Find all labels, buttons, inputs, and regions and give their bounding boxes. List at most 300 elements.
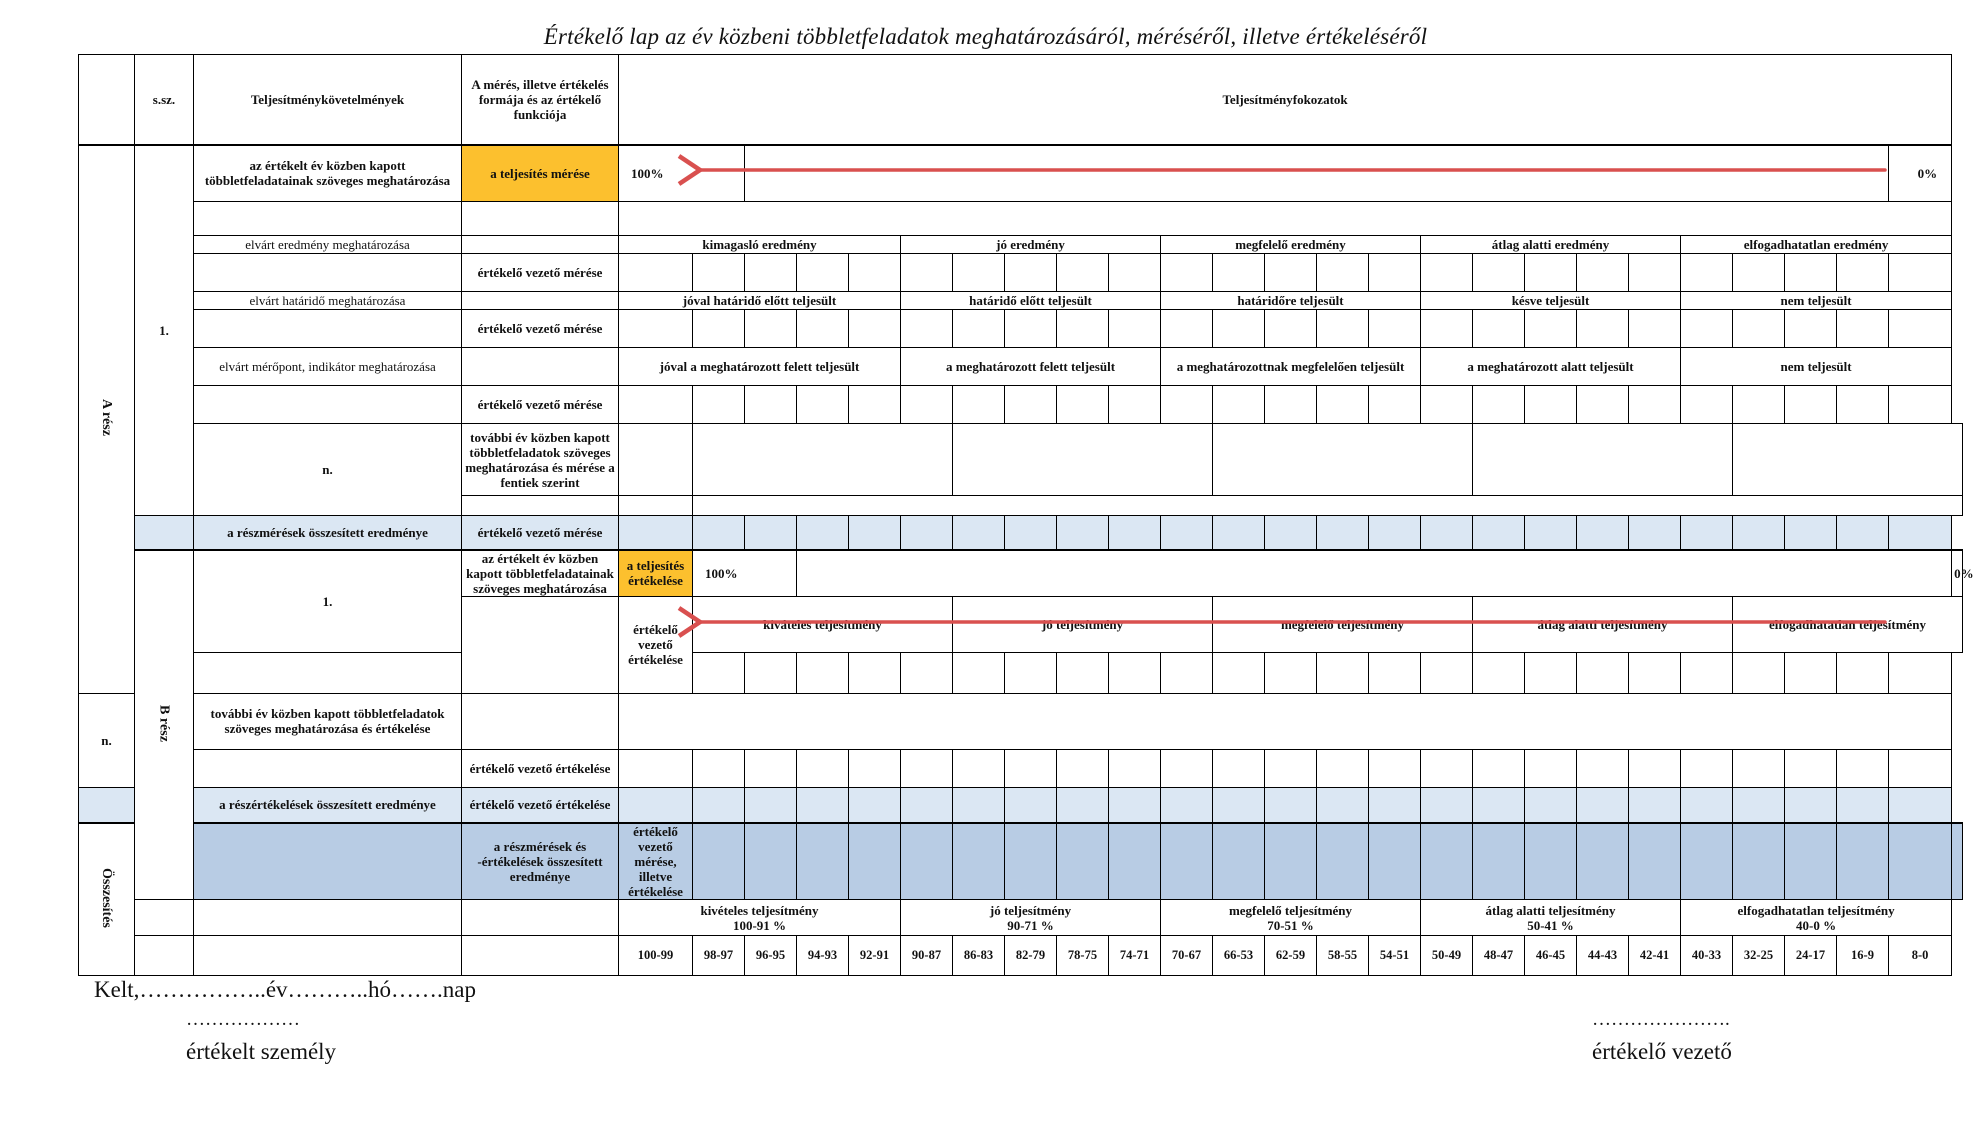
score-cell bbox=[1733, 386, 1785, 424]
score-cell bbox=[901, 254, 953, 292]
score-cell bbox=[1629, 254, 1681, 292]
score-cell bbox=[1785, 787, 1837, 823]
scale-cell: 94-93 bbox=[797, 936, 849, 976]
date-line: Kelt,……………..év………..hó…….nap bbox=[94, 977, 477, 1002]
score-cell bbox=[1369, 749, 1421, 787]
score-cell bbox=[693, 254, 745, 292]
score-cell bbox=[619, 386, 693, 424]
section-label: Összesítés bbox=[99, 868, 114, 928]
score-cell bbox=[1057, 749, 1109, 787]
score-cell bbox=[1733, 310, 1785, 348]
score-cell bbox=[194, 652, 462, 693]
level-header: elfogadhatatlan eredmény bbox=[1681, 236, 1952, 254]
scale-cell: 92-91 bbox=[849, 936, 901, 976]
score-cell bbox=[901, 386, 953, 424]
scale-cell: 48-47 bbox=[1473, 936, 1525, 976]
blank-cell bbox=[462, 292, 619, 310]
score-cell bbox=[1057, 823, 1109, 900]
score-cell bbox=[1109, 749, 1161, 787]
score-cell bbox=[901, 787, 953, 823]
score-cell bbox=[693, 749, 745, 787]
summary-level-name: kivételes teljesítmény bbox=[700, 902, 819, 918]
score-cell bbox=[1005, 516, 1057, 550]
score-cell bbox=[797, 254, 849, 292]
blank-cell bbox=[462, 348, 619, 386]
row-number: 1. bbox=[194, 550, 462, 653]
score-cell bbox=[1161, 386, 1213, 424]
score-cell bbox=[1265, 787, 1317, 823]
measure-label: értékelő vezető mérése bbox=[462, 386, 619, 424]
signature-dots-right: …………………. bbox=[1592, 1009, 1730, 1030]
score-cell bbox=[1525, 652, 1577, 693]
score-cell bbox=[849, 652, 901, 693]
score-cell bbox=[1681, 787, 1733, 823]
score-cell bbox=[953, 254, 1005, 292]
score-cell bbox=[953, 823, 1005, 900]
blank-cell bbox=[79, 787, 135, 823]
scale-cell: 8-0 bbox=[1889, 936, 1952, 976]
indicator-requirement: elvárt mérőpont, indikátor meghatározása bbox=[194, 348, 462, 386]
score-cell bbox=[849, 386, 901, 424]
score-cell bbox=[1889, 749, 1952, 787]
score-cell bbox=[1889, 652, 1952, 693]
score-cell bbox=[1421, 386, 1473, 424]
level-header: határidőre teljesült bbox=[1161, 292, 1421, 310]
score-cell bbox=[619, 310, 693, 348]
score-cell bbox=[1213, 386, 1265, 424]
summary-level-name: átlag alatti teljesítmény bbox=[1485, 902, 1616, 918]
score-cell bbox=[797, 823, 849, 900]
score-cell bbox=[1629, 787, 1681, 823]
evaluation-form: értékelő vezető értékelése bbox=[462, 749, 619, 787]
deadline-requirement: elvárt határidő meghatározása bbox=[194, 292, 462, 310]
table-row bbox=[79, 348, 1963, 386]
score-cell bbox=[745, 749, 797, 787]
score-cell bbox=[745, 787, 797, 823]
score-cell bbox=[797, 749, 849, 787]
score-cell bbox=[1109, 652, 1161, 693]
score-cell bbox=[1109, 310, 1161, 348]
score-cell bbox=[1577, 787, 1629, 823]
blank-cell bbox=[194, 310, 462, 348]
score-cell bbox=[1369, 310, 1421, 348]
score-cell bbox=[1889, 823, 1952, 900]
arrow-space bbox=[745, 145, 1889, 202]
score-cell bbox=[1681, 254, 1733, 292]
level-header: jóval határidő előtt teljesült bbox=[619, 292, 901, 310]
score-cell bbox=[1057, 254, 1109, 292]
scale-cell: 40-33 bbox=[1681, 936, 1733, 976]
scale-cell: 44-43 bbox=[1577, 936, 1629, 976]
score-cell bbox=[693, 823, 745, 900]
blank-cell bbox=[462, 596, 619, 693]
score-cell bbox=[745, 823, 797, 900]
score-cell bbox=[1317, 652, 1369, 693]
summary-level-range: 90-71 % bbox=[1007, 917, 1054, 933]
level-header: elfogadhatatlan teljesítmény bbox=[1733, 596, 1963, 652]
table-row bbox=[79, 386, 1963, 424]
blank-cell bbox=[1213, 424, 1473, 496]
score-cell bbox=[1369, 823, 1421, 900]
page-title: Értékelő lap az év közbeni többletfeladatok meghatározásáról, méréséről, illetve értékeléséről bbox=[543, 24, 1428, 49]
level-header: jóval a meghatározott felett teljesült bbox=[619, 348, 901, 386]
task-text: az értékelt év közben kapott többletfeladatainak szöveges meghatározása bbox=[194, 145, 462, 202]
blank-cell bbox=[135, 936, 194, 976]
score-cell bbox=[1525, 386, 1577, 424]
score-cell bbox=[1317, 310, 1369, 348]
score-cell bbox=[901, 652, 953, 693]
score-cell bbox=[1785, 254, 1837, 292]
score-cell bbox=[693, 652, 745, 693]
level-header: jó teljesítmény bbox=[953, 596, 1213, 652]
table-row bbox=[79, 900, 1963, 936]
score-cell bbox=[1005, 787, 1057, 823]
score-cell bbox=[1629, 516, 1681, 550]
score-cell bbox=[693, 787, 745, 823]
score-cell bbox=[1733, 254, 1785, 292]
score-cell bbox=[1161, 749, 1213, 787]
score-cell bbox=[1317, 516, 1369, 550]
score-cell bbox=[1213, 516, 1265, 550]
level-header: nem teljesült bbox=[1681, 292, 1952, 310]
score-cell bbox=[1005, 310, 1057, 348]
score-cell bbox=[693, 516, 745, 550]
table-row bbox=[79, 55, 1963, 145]
summary-form: értékelő vezető mérése bbox=[462, 516, 619, 550]
blank-cell bbox=[1733, 424, 1963, 496]
table-row bbox=[79, 787, 1963, 823]
score-cell bbox=[1213, 310, 1265, 348]
percent-right: 0% bbox=[1952, 550, 1963, 597]
blank-cell bbox=[194, 936, 462, 976]
section-b bbox=[135, 550, 194, 900]
score-cell bbox=[1837, 652, 1889, 693]
level-header: megfelelő teljesítmény bbox=[1213, 596, 1473, 652]
task-text: további év közben kapott többletfeladatok szöveges meghatározása és mérése a fentiek szerint bbox=[462, 424, 619, 496]
summary-level-range: 100-91 % bbox=[732, 917, 787, 933]
score-cell bbox=[849, 310, 901, 348]
blank-cell bbox=[194, 823, 462, 900]
score-cell bbox=[1629, 386, 1681, 424]
score-cell bbox=[1369, 516, 1421, 550]
task-form: a teljesítés értékelése bbox=[619, 550, 693, 597]
score-cell bbox=[849, 823, 901, 900]
score-cell bbox=[1681, 516, 1733, 550]
score-cell bbox=[1577, 386, 1629, 424]
blank-cell bbox=[462, 693, 619, 749]
scale-cell: 16-9 bbox=[1837, 936, 1889, 976]
task-text: az értékelt év közben kapott többletfeladatainak szöveges meghatározása bbox=[462, 550, 619, 597]
score-cell bbox=[1629, 652, 1681, 693]
score-cell bbox=[797, 652, 849, 693]
score-cell bbox=[745, 516, 797, 550]
score-cell bbox=[953, 652, 1005, 693]
blank-cell bbox=[693, 424, 953, 496]
score-cell bbox=[1005, 652, 1057, 693]
summary-text: a részmérések és -értékelések összesített eredménye bbox=[462, 823, 619, 900]
score-cell bbox=[1837, 749, 1889, 787]
table-row bbox=[79, 292, 1963, 310]
table-row bbox=[79, 550, 1963, 597]
score-cell bbox=[1265, 823, 1317, 900]
score-cell bbox=[953, 749, 1005, 787]
score-cell bbox=[953, 787, 1005, 823]
score-cell bbox=[1369, 787, 1421, 823]
score-cell bbox=[1785, 823, 1837, 900]
score-cell bbox=[1369, 386, 1421, 424]
score-cell bbox=[1265, 310, 1317, 348]
table-row bbox=[79, 254, 1963, 292]
section-label: A rész bbox=[99, 399, 114, 436]
score-cell bbox=[1057, 787, 1109, 823]
score-cell bbox=[1057, 386, 1109, 424]
corner-cell bbox=[79, 55, 135, 145]
score-cell bbox=[1421, 787, 1473, 823]
summary-level-name: jó teljesítmény bbox=[989, 902, 1072, 918]
blank-cell bbox=[619, 693, 1952, 749]
score-cell bbox=[1577, 823, 1629, 900]
score-cell bbox=[797, 310, 849, 348]
score-cell bbox=[745, 652, 797, 693]
table-row bbox=[79, 652, 1963, 693]
blank-cell bbox=[953, 424, 1213, 496]
score-cell bbox=[953, 310, 1005, 348]
score-cell bbox=[1213, 787, 1265, 823]
score-cell bbox=[1837, 516, 1889, 550]
score-cell bbox=[1785, 386, 1837, 424]
evaluation-form-table bbox=[78, 54, 1974, 976]
measure-label: értékelő vezető mérése bbox=[462, 254, 619, 292]
summary-form: értékelő vezető mérése, illetve értékelése bbox=[619, 823, 693, 900]
score-cell bbox=[693, 310, 745, 348]
summary-level-name: elfogadhatatlan teljesítmény bbox=[1737, 902, 1895, 918]
scale-cell: 100-99 bbox=[619, 936, 693, 976]
table-row bbox=[79, 516, 1963, 550]
score-cell bbox=[1785, 310, 1837, 348]
scale-cell: 78-75 bbox=[1057, 936, 1109, 976]
level-header: átlag alatti eredmény bbox=[1421, 236, 1681, 254]
score-cell bbox=[1005, 386, 1057, 424]
score-cell bbox=[901, 310, 953, 348]
score-cell bbox=[849, 787, 901, 823]
score-cell bbox=[1421, 823, 1473, 900]
ssz-header: s.sz. bbox=[135, 55, 194, 145]
score-cell bbox=[1109, 516, 1161, 550]
score-cell bbox=[1161, 516, 1213, 550]
score-cell bbox=[619, 254, 693, 292]
score-cell bbox=[1629, 749, 1681, 787]
section-total bbox=[79, 823, 135, 976]
score-cell bbox=[849, 254, 901, 292]
score-cell bbox=[1265, 516, 1317, 550]
score-cell bbox=[1317, 254, 1369, 292]
score-cell bbox=[1473, 787, 1525, 823]
score-cell bbox=[1681, 652, 1733, 693]
blank-cell bbox=[619, 202, 1952, 236]
section-label: B rész bbox=[156, 704, 172, 742]
score-cell bbox=[1057, 516, 1109, 550]
level-header: nem teljesült bbox=[1681, 348, 1952, 386]
score-cell bbox=[901, 823, 953, 900]
score-cell bbox=[1629, 310, 1681, 348]
level-header: a meghatározott felett teljesült bbox=[901, 348, 1161, 386]
score-cell bbox=[1629, 823, 1681, 900]
blank-cell bbox=[194, 254, 462, 292]
score-cell bbox=[1525, 516, 1577, 550]
score-cell bbox=[619, 787, 693, 823]
score-cell bbox=[1681, 823, 1733, 900]
score-cell bbox=[1473, 516, 1525, 550]
scale-cell: 66-53 bbox=[1213, 936, 1265, 976]
level-header: határidő előtt teljesült bbox=[901, 292, 1161, 310]
score-cell bbox=[1421, 652, 1473, 693]
table-row bbox=[79, 749, 1963, 787]
score-cell bbox=[797, 787, 849, 823]
score-cell bbox=[619, 516, 693, 550]
blank-cell bbox=[693, 496, 1963, 516]
score-cell bbox=[1733, 516, 1785, 550]
level-header: megfelelő eredmény bbox=[1161, 236, 1421, 254]
score-cell bbox=[1889, 254, 1952, 292]
score-cell bbox=[1057, 652, 1109, 693]
scale-cell: 90-87 bbox=[901, 936, 953, 976]
score-cell bbox=[745, 254, 797, 292]
level-header: átlag alatti teljesítmény bbox=[1473, 596, 1733, 652]
scale-cell: 98-97 bbox=[693, 936, 745, 976]
score-cell bbox=[1473, 254, 1525, 292]
score-cell bbox=[1421, 516, 1473, 550]
score-cell bbox=[849, 749, 901, 787]
score-cell bbox=[1837, 254, 1889, 292]
summary-level bbox=[1421, 900, 1681, 936]
summary-level bbox=[619, 900, 901, 936]
level-header: jó eredmény bbox=[901, 236, 1161, 254]
summary-level-name: megfelelő teljesítmény bbox=[1228, 902, 1353, 918]
score-cell bbox=[1109, 386, 1161, 424]
score-cell bbox=[1525, 787, 1577, 823]
score-cell bbox=[1265, 254, 1317, 292]
score-cell bbox=[1889, 516, 1952, 550]
score-cell bbox=[953, 516, 1005, 550]
score-cell bbox=[1421, 310, 1473, 348]
percent-left: 100% bbox=[693, 550, 797, 597]
table-row bbox=[79, 424, 1963, 496]
arrow-space bbox=[797, 550, 1952, 597]
scale-cell: 82-79 bbox=[1005, 936, 1057, 976]
score-cell bbox=[745, 310, 797, 348]
row-number: n. bbox=[79, 693, 135, 787]
score-cell bbox=[1369, 254, 1421, 292]
score-cell bbox=[1109, 823, 1161, 900]
score-cell bbox=[1525, 254, 1577, 292]
score-cell bbox=[1681, 386, 1733, 424]
score-cell bbox=[1837, 310, 1889, 348]
score-cell bbox=[1265, 386, 1317, 424]
score-cell bbox=[797, 516, 849, 550]
percent-left: 100% bbox=[619, 145, 745, 202]
scale-cell: 62-59 bbox=[1265, 936, 1317, 976]
score-cell bbox=[901, 516, 953, 550]
score-cell bbox=[1265, 749, 1317, 787]
score-cell bbox=[1473, 386, 1525, 424]
scale-cell: 50-49 bbox=[1421, 936, 1473, 976]
row-number: 1. bbox=[135, 145, 194, 516]
blank-cell bbox=[1473, 424, 1733, 496]
summary-level-range: 70-51 % bbox=[1267, 917, 1314, 933]
signature-dots-left: ……………… bbox=[186, 1009, 300, 1030]
score-cell bbox=[1057, 310, 1109, 348]
score-cell bbox=[1785, 652, 1837, 693]
blank-cell bbox=[194, 749, 462, 787]
score-cell bbox=[1577, 310, 1629, 348]
table-row bbox=[79, 202, 1963, 236]
blank-cell bbox=[462, 936, 619, 976]
score-cell bbox=[1733, 652, 1785, 693]
table-row bbox=[79, 236, 1963, 254]
scale-cell: 42-41 bbox=[1629, 936, 1681, 976]
score-cell bbox=[1889, 787, 1952, 823]
levels-header: Teljesítményfokozatok bbox=[619, 55, 1952, 145]
score-cell bbox=[1421, 749, 1473, 787]
score-cell bbox=[1213, 749, 1265, 787]
table-row bbox=[79, 693, 1963, 749]
scale-cell: 74-71 bbox=[1109, 936, 1161, 976]
score-cell bbox=[1161, 823, 1213, 900]
score-cell bbox=[1473, 310, 1525, 348]
score-cell bbox=[693, 386, 745, 424]
score-cell bbox=[1369, 652, 1421, 693]
level-header: késve teljesült bbox=[1421, 292, 1681, 310]
blank-cell bbox=[462, 496, 619, 516]
level-header: a meghatározott alatt teljesült bbox=[1421, 348, 1681, 386]
score-cell bbox=[1161, 310, 1213, 348]
score-cell bbox=[1525, 310, 1577, 348]
score-cell bbox=[1952, 823, 1963, 900]
score-cell bbox=[1837, 386, 1889, 424]
table-row bbox=[79, 823, 1963, 900]
score-cell bbox=[1317, 749, 1369, 787]
summary-text: a részmérések összesített eredménye bbox=[194, 516, 462, 550]
score-cell bbox=[1525, 823, 1577, 900]
blank-cell bbox=[194, 386, 462, 424]
score-cell bbox=[901, 749, 953, 787]
summary-level-range: 50-41 % bbox=[1527, 917, 1574, 933]
score-cell bbox=[1473, 823, 1525, 900]
level-header: a meghatározottnak megfelelően teljesült bbox=[1161, 348, 1421, 386]
score-cell bbox=[1837, 823, 1889, 900]
scale-cell: 32-25 bbox=[1733, 936, 1785, 976]
row-number: n. bbox=[194, 424, 462, 516]
measure-label: értékelő vezető mérése bbox=[462, 310, 619, 348]
result-requirement: elvárt eredmény meghatározása bbox=[194, 236, 462, 254]
blank-cell bbox=[619, 496, 693, 516]
scale-cell: 86-83 bbox=[953, 936, 1005, 976]
scale-cell: 24-17 bbox=[1785, 936, 1837, 976]
score-cell bbox=[619, 749, 693, 787]
task-text: további év közben kapott többletfeladatok szöveges meghatározása és értékelése bbox=[194, 693, 462, 749]
measurement-header: A mérés, illetve értékelés formája és az értékelő funkciója bbox=[462, 55, 619, 145]
score-cell bbox=[1213, 254, 1265, 292]
score-cell bbox=[953, 386, 1005, 424]
score-cell bbox=[1473, 652, 1525, 693]
score-cell bbox=[1265, 652, 1317, 693]
score-cell bbox=[745, 386, 797, 424]
scale-cell: 54-51 bbox=[1369, 936, 1421, 976]
blank-cell bbox=[619, 424, 693, 496]
score-cell bbox=[1421, 254, 1473, 292]
scale-cell: 70-67 bbox=[1161, 936, 1213, 976]
score-cell bbox=[1317, 787, 1369, 823]
